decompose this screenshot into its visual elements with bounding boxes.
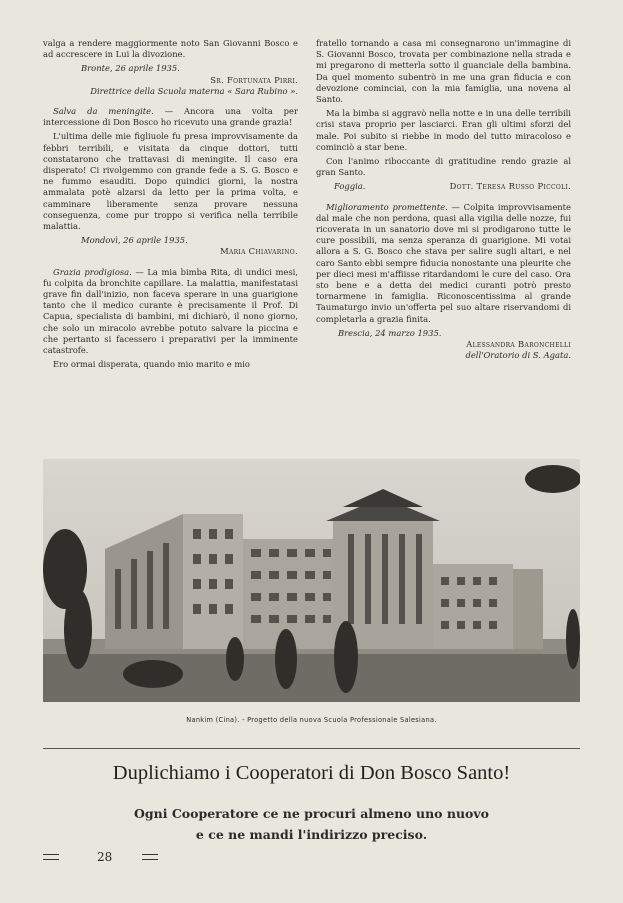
- subheadline-line: e ce ne mandi l'indirizzo preciso.: [195, 827, 428, 842]
- paragraph: valga a rendere maggiormente noto San Giovanni Bosco e ad accrescere in Lui la divozione.: [43, 38, 298, 60]
- signature-name: Maria Chiavarino.: [220, 246, 298, 257]
- ornament-icon: [142, 854, 158, 860]
- headline: Duplichiamo i Cooperatori di Don Bosco Santo!: [112, 762, 511, 784]
- paragraph: fratello tornando a casa mi consegnarono un'immagine di S. Giovanni Bosco, trovata per combinazione nella strada e mi pregarono di metterla sotto il guanciale della bambina. Da quel momento subentrò in me una gran fiducia e con devozione cominciai, con la mia famiglia, una novena al Santo.: [316, 38, 571, 105]
- place: Foggia.: [334, 181, 366, 192]
- paragraph: Ero ormai disperata, quando mio marito e mio: [53, 359, 250, 370]
- subheadline: [43, 803, 580, 845]
- paragraph: Grazia prodigiosa. — La mia bimba Rita, di undici mesi, fu colpita da bronchite capillare. La malattia, manifestatasi grave fin dall'inizio, non faceva sperare in una guarigione tanto che il medico curante è precisamente il Prof. Di Capua, specialista di bambini, mi dichiarò, il nono giorno, che solo un miracolo avrebbe potuto salvare la piccina e che pertanto si facessero i preparativi per la imminente catastrofe.: [43, 266, 298, 356]
- signature-block: [43, 63, 298, 97]
- signature-role: dell'Oratorio di S. Agata.: [465, 350, 571, 361]
- place-date: Mondovì, 26 aprile 1935.: [81, 235, 188, 246]
- place-date: Brescia, 24 marzo 1935.: [338, 327, 442, 338]
- paragraph: Miglioramento promettente. — Colpita improvvisamente dal male che non perdona, quasi alla vigilia delle nozze, fui ricoverata in un sanatorio dove mi si prodigarono tutte le cure possibili, ma senza speranza di guarigione. Mi votai allora a S. G. Bosco che stava per salire sugli altari, e nel caro Santo ebbi sempre fiducia nonostante una pleurite che per dieci mesi m'affiisse ritardandomi le cure del caso. Ora sto bene e a detta dei medici curanti potrò presto tornarmene in famiglia. Riconoscentissima al grande Taumaturgo invio un'offerta pel suo altare riservandomi di completarla a grazia finita.: [316, 201, 572, 324]
- paragraph-title: Grazia prodigiosa.: [53, 266, 132, 277]
- signature-role: Direttrice della Scuola materna « Sara Rubino ».: [90, 85, 298, 96]
- photo-caption: Nankim (Cina). - Progetto della nuova Scuola Professionale Salesiana.: [186, 716, 437, 724]
- ornament-icon: [43, 854, 59, 860]
- signature-name: Sr. Fortunata Pirri.: [210, 74, 298, 85]
- paragraph: L'ultima delle mie figliuole fu presa improvvisamente da febbri terribili, e visitata da cinque dottori, tutti constatarono che trattavasi di meningite. Il caso era disperato! Ci rivolgemmo con grande fede a S. G. Bosco e ne fummo esauditi. Dopo quindici giorni, la nostra ammalata potè alzarsi da letto per la prima volta, e camminare liberamente senza provare nessuna conseguenza, come pur troppo si verifica nella terribile malattia.: [43, 131, 298, 232]
- paragraph: Ma la bimba si aggravò nella notte e in una delle terribili crisi stava proprio per lasciarci. Eran gli ultimi sforzi del male. Poi subito si riebbe in modo del tutto miracoloso e cominciò a star bene.: [316, 108, 571, 152]
- signature-block: [43, 235, 298, 257]
- right-column: [316, 38, 571, 364]
- signature-block: [316, 181, 571, 192]
- signature-block: [316, 328, 571, 362]
- place-date: Bronte, 26 aprile 1935.: [81, 63, 180, 74]
- building-illustration: [43, 459, 580, 702]
- left-column: [43, 38, 298, 373]
- building-photo: [43, 459, 580, 702]
- subheadline-line: Ogni Cooperatore ce ne procuri almeno uno nuovo: [134, 806, 489, 821]
- signature-name: Alessandra Baronchelli: [466, 339, 571, 350]
- divider: [43, 748, 580, 749]
- paragraph-title: Salva da meningite.: [53, 106, 154, 117]
- signature-name: Dott. Teresa Russo Piccoli.: [449, 181, 571, 192]
- page-number: 28: [97, 850, 113, 864]
- paragraph-title: Miglioramento promettente.: [326, 201, 448, 212]
- paragraph: Con l'animo riboccante di gratitudine rendo grazie al gran Santo.: [316, 156, 571, 178]
- page-footer: [43, 850, 158, 864]
- paragraph: Salva da meningite. — Ancora una volta per intercessione di Don Bosco ho ricevuto una grande grazia!: [43, 106, 298, 128]
